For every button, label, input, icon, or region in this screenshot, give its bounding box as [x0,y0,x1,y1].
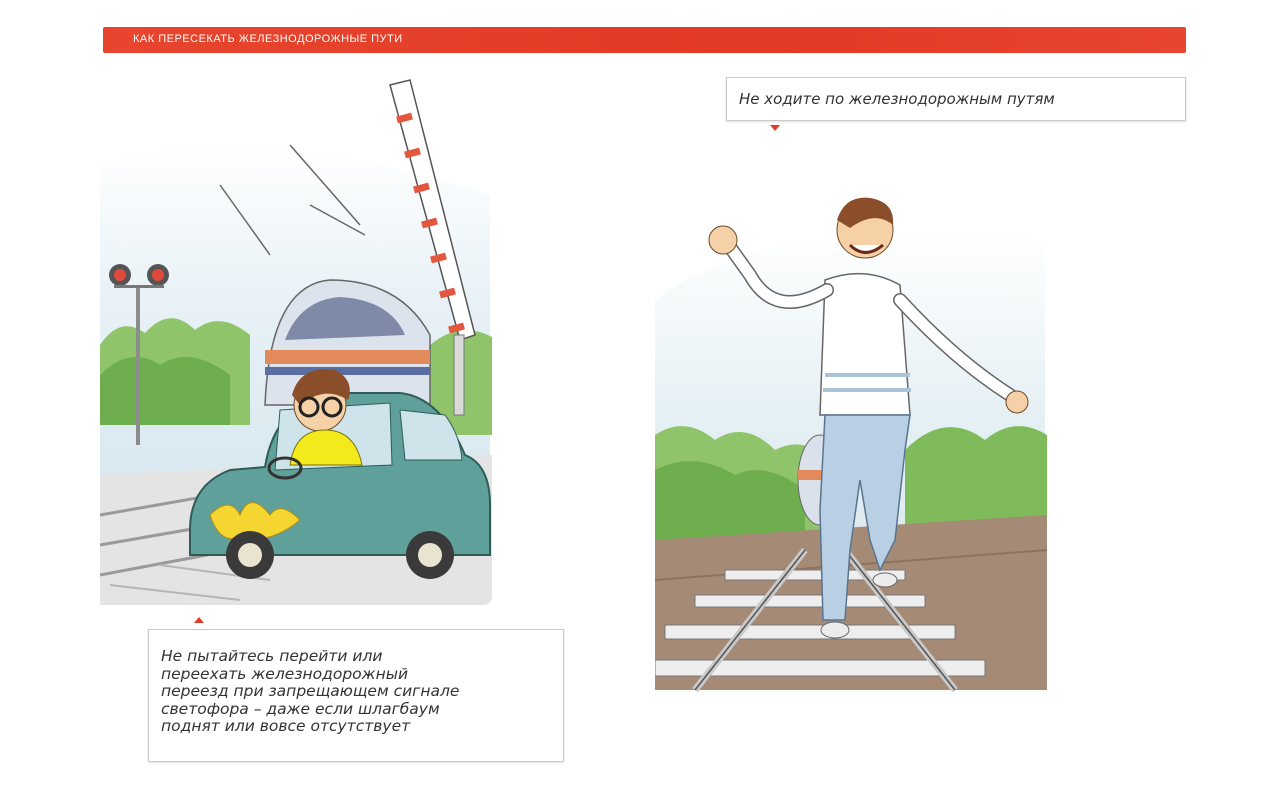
caption-pointer-down-icon [770,125,780,131]
section-banner [103,27,1186,53]
tracks-warning-caption [726,77,1186,121]
tracks-illustration [655,150,1050,695]
crossing-illustration [100,75,495,610]
section-title: КАК ПЕРЕСЕКАТЬ ЖЕЛЕЗНОДОРОЖНЫЕ ПУТИ [133,33,403,45]
caption-pointer-up-icon [194,617,204,623]
crossing-warning-text: Не пытайтесь перейти или переехать железнодорожный переезд при запрещающем сигнале светофора – даже если шлагбаум поднят или вовсе отсутствует [161,647,460,735]
tracks-warning-text: Не ходите по железнодорожным путям [739,90,1055,108]
crossing-warning-caption [148,629,564,762]
